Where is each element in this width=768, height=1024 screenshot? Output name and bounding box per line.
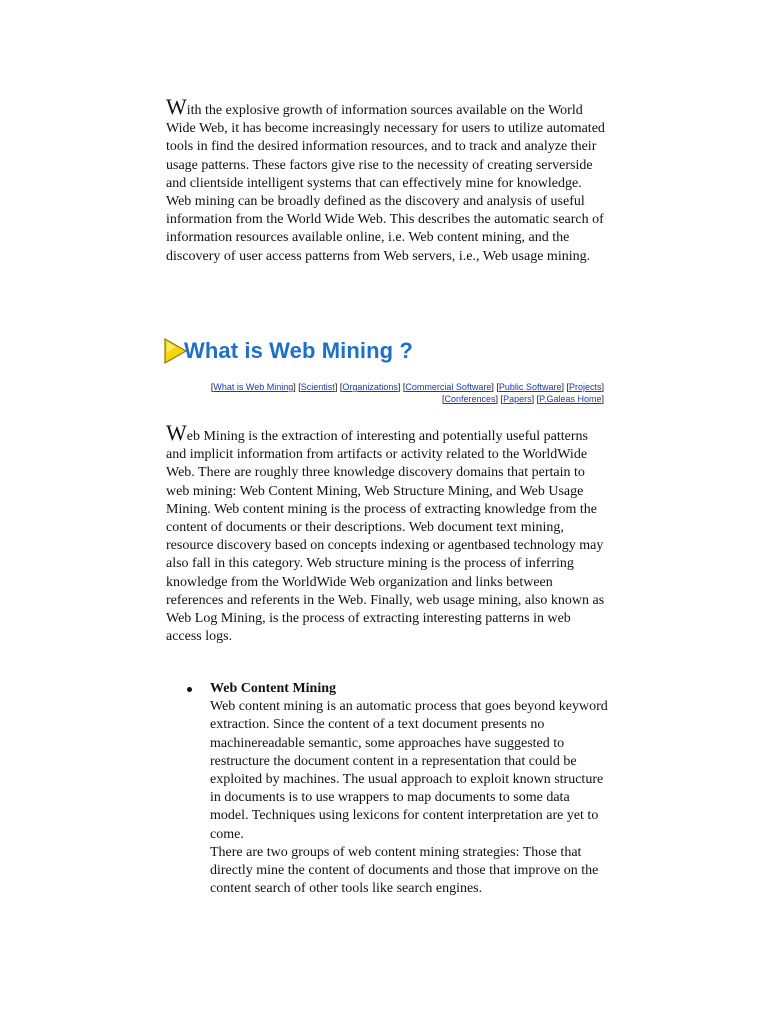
nav-link-papers[interactable]: Papers: [503, 393, 532, 404]
intro-text: ith the explosive growth of information sources available on the World Wide Web, it has become increasingly necessary for users to utilize automated tools in find the desired information resources, and to track and analyze their usage patterns. These factors give rise to the necessity of creating serverside and clientside intelligent systems that can effectively mine for knowledge. Web mining can be broadly defined as the discovery and analysis of useful information from the World Wide Web. This describes the automatic search of information resources available online, i.e. Web content mining, and the discovery of user access patterns from Web servers, i.e., Web usage mining.: [166, 103, 605, 264]
bullet-paragraph-2: There are two groups of web content mining strategies: Those that directly mine the content of documents and those that improve on the content search of other tools like search engines.: [210, 844, 599, 897]
nav-link-what-is-web-mining[interactable]: What is Web Mining: [213, 382, 294, 392]
list-item: [166, 680, 608, 898]
nav-link-scientist[interactable]: Scientist: [300, 382, 335, 392]
body-paragraph: [166, 420, 608, 646]
nav-link-projects[interactable]: Projects: [568, 382, 602, 392]
intro-dropcap: W: [166, 94, 187, 119]
nav-link-home[interactable]: P.Galeas Home: [539, 393, 602, 404]
intro-paragraph: [166, 94, 608, 266]
nav-link-conferences[interactable]: Conferences: [444, 393, 496, 404]
bullet-icon: [187, 687, 192, 692]
bullet-paragraph-1: Web content mining is an automatic process that goes beyond keyword extraction. Since the content of a text document presents no machinereadable semantic, some approaches have suggested to restructure the document content in a representation that could be exploited by machines. The usual approach to exploit known structure in documents is to use wrappers to map documents to some data model. Techniques using lexicons for content interpretation are yet to come.: [210, 699, 608, 842]
section-title: What is Web Mining ?: [184, 338, 413, 363]
nav-link-commercial-software[interactable]: Commercial Software: [405, 382, 492, 392]
section-heading-row: [162, 334, 413, 368]
nav-links: [What is Web Mining] [Scientist] [Organizations] [Commercial Software] [Public Software] [Projects] [Conferences] [Papers] [P.Galeas Home]: [210, 382, 604, 404]
body-text: eb Mining is the extraction of interesting and potentially useful patterns and implicit information from artifacts or activity related to the WorldWide Web. There are roughly three knowledge discovery domains that pertain to web mining: Web Content Mining, Web Structure Mining, and Web Usage Mining. Web content mining is the process of extracting knowledge from the content of documents or their descriptions. Web document text mining, resource discovery based on concepts indexing or agentbased technology may also fall in this category. Web structure mining is the process of inferring knowledge from the WorldWide Web organization and links between references and referents in the Web. Finally, web usage mining, also known as Web Log Mining, is the process of extracting interesting patterns in web access logs.: [166, 429, 605, 645]
body-dropcap: W: [166, 420, 187, 445]
bullet-list: [166, 680, 608, 898]
nav-link-organizations[interactable]: Organizations: [342, 382, 398, 392]
nav-link-public-software[interactable]: Public Software: [498, 382, 562, 392]
bullet-title: Web Content Mining: [210, 681, 337, 696]
